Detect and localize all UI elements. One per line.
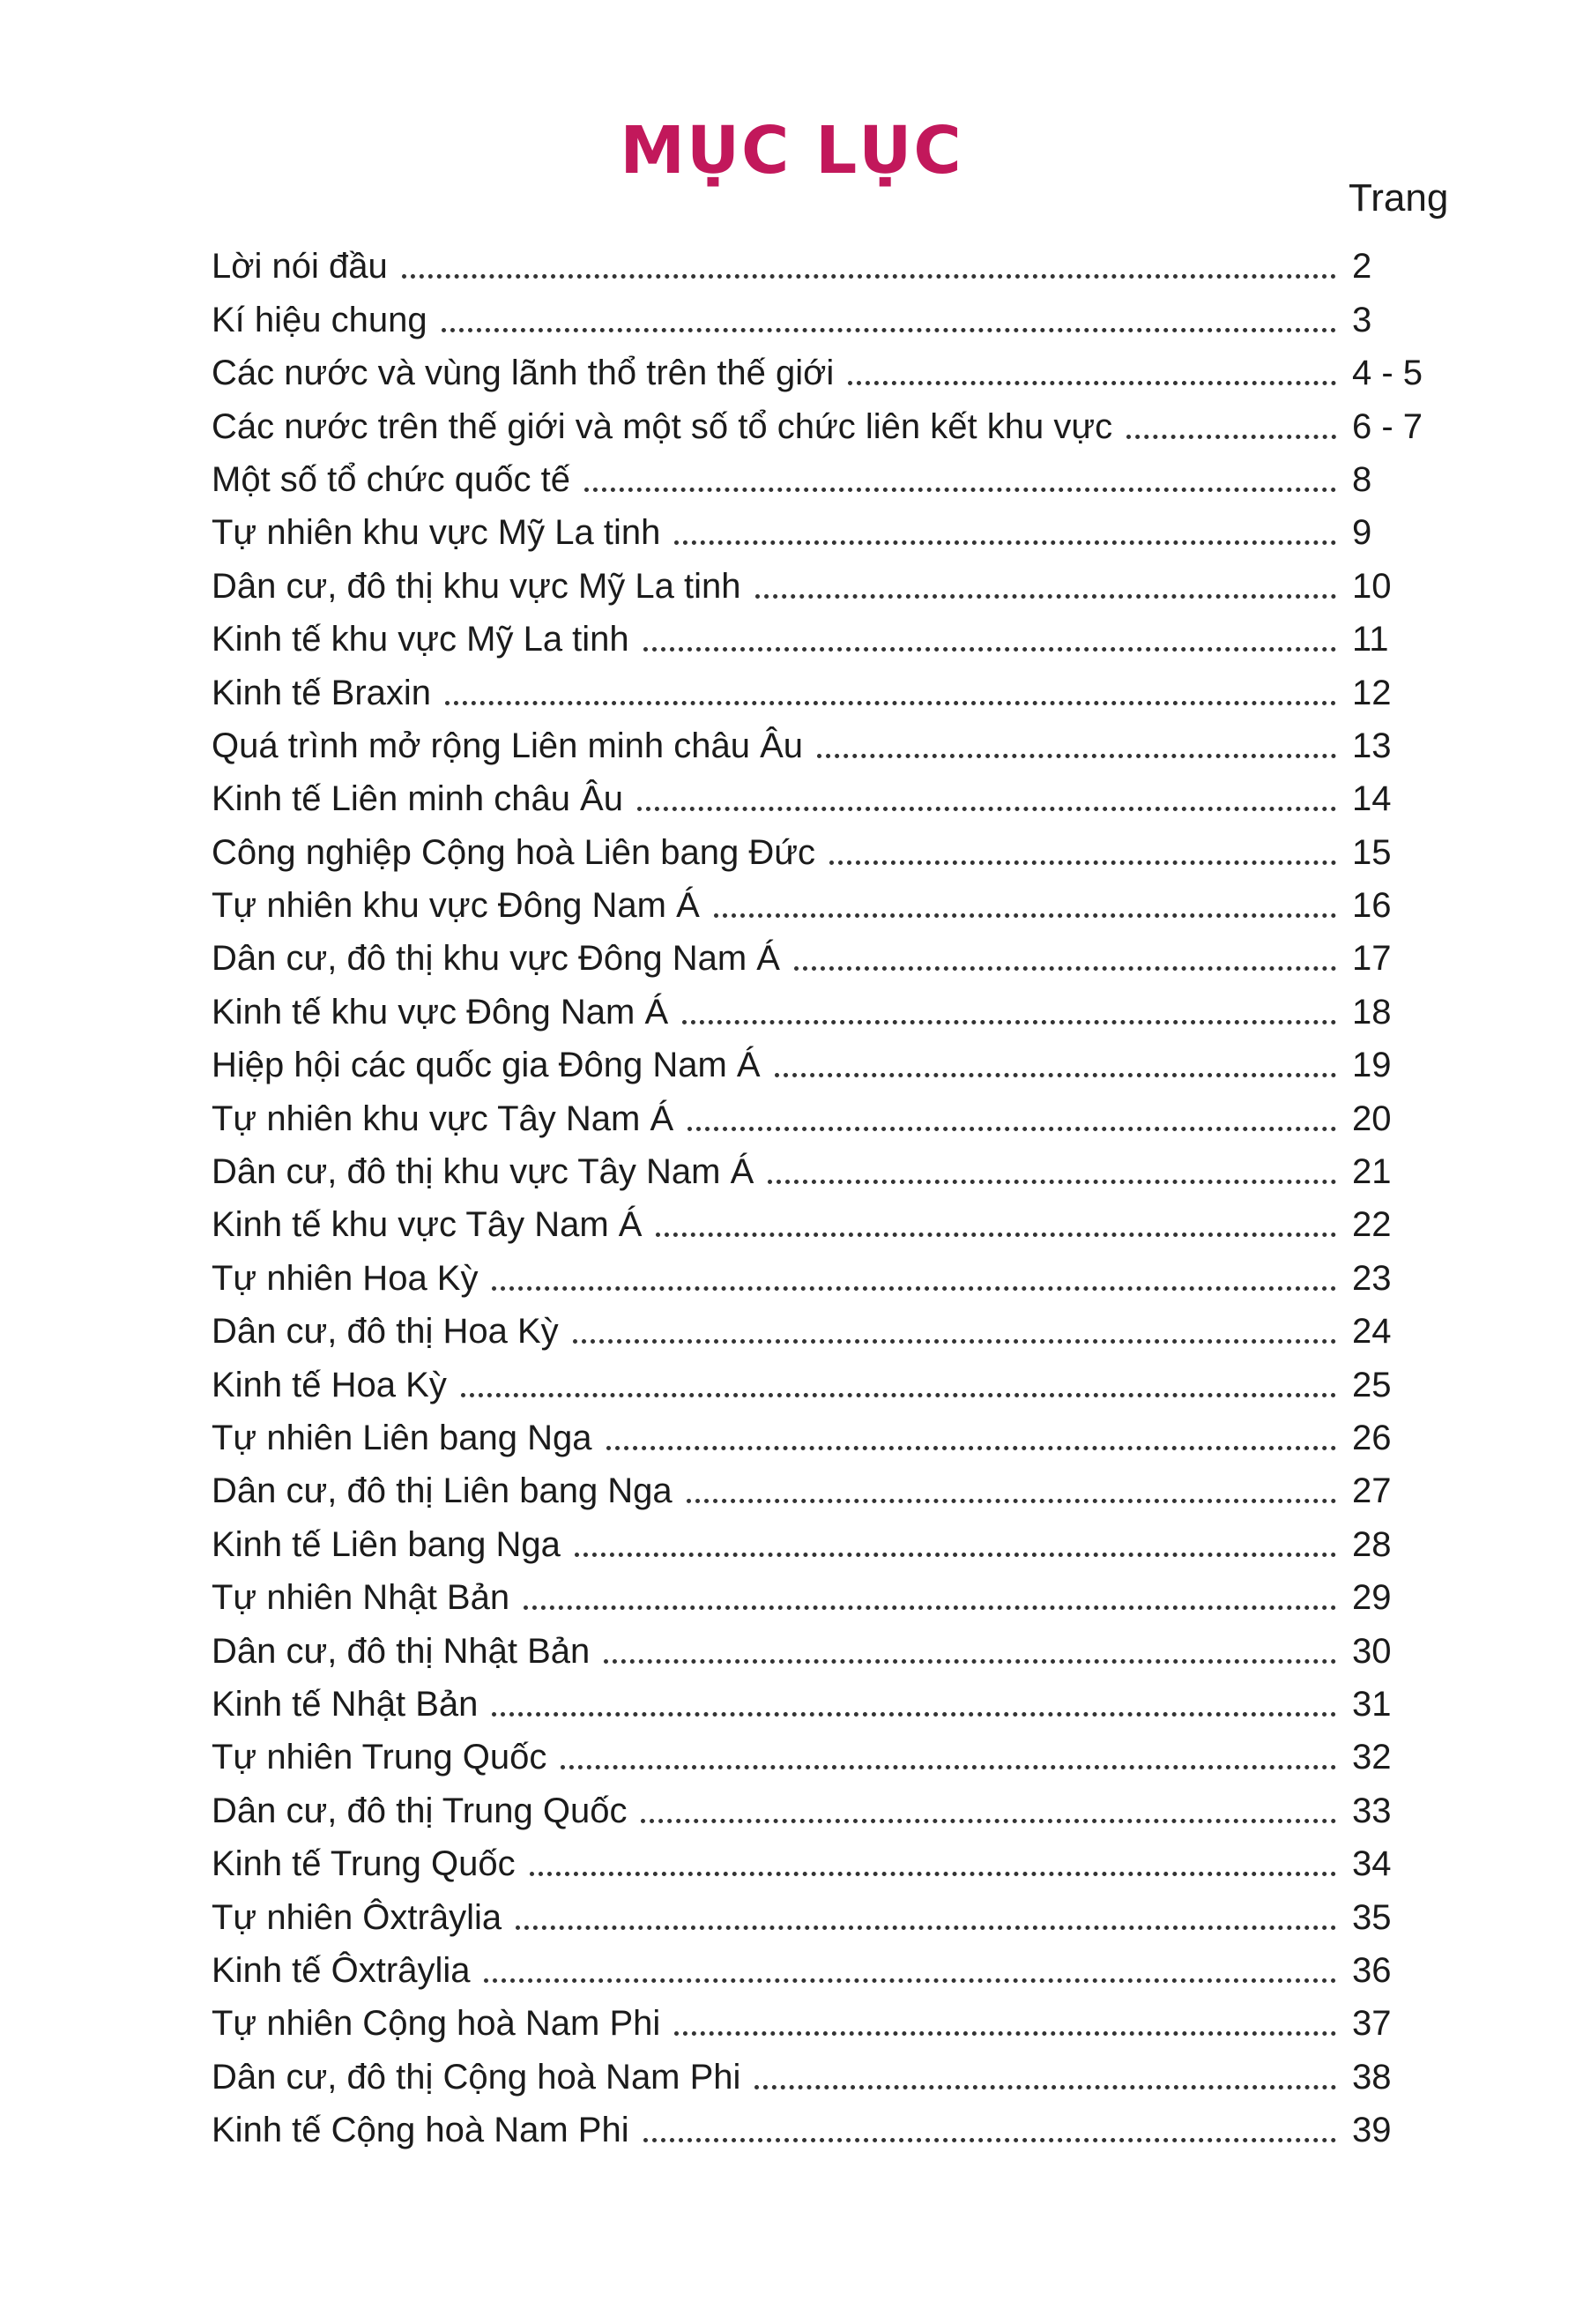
toc-dot-leader (530, 1872, 1336, 1876)
toc-dot-leader (484, 1978, 1336, 1983)
toc-dot-leader (492, 1286, 1336, 1291)
page-title: MỤC LỤC (620, 113, 963, 189)
toc-dot-leader (687, 1127, 1336, 1131)
toc-entry[interactable] (212, 1349, 1437, 1402)
toc-entry[interactable] (212, 657, 1437, 710)
toc-entry-page: 38 (1352, 2057, 1392, 2097)
toc-entry[interactable] (212, 2041, 1437, 2097)
toc-entry-page: 27 (1352, 1471, 1392, 1511)
toc-entry-title: Kí hiệu chung (212, 300, 427, 339)
toc-dot-leader (584, 488, 1336, 492)
toc-dot-leader (492, 1712, 1336, 1717)
toc-dot-leader (768, 1180, 1336, 1184)
toc-entry-page: 23 (1352, 1258, 1392, 1298)
toc-entry[interactable] (212, 816, 1437, 872)
toc-entry-title: Tự nhiên khu vực Mỹ La tinh (212, 513, 661, 553)
toc-entry[interactable] (212, 1242, 1437, 1298)
toc-entry[interactable] (212, 923, 1437, 979)
toc-entry-page: 17 (1352, 939, 1392, 979)
toc-entry-page: 37 (1352, 2004, 1392, 2044)
toc-entry-page: 32 (1352, 1738, 1392, 1777)
toc-entry-page: 14 (1352, 779, 1392, 819)
toc-entry-title: Hiệp hội các quốc gia Đông Nam Á (212, 1046, 761, 1085)
toc-dot-leader (1126, 435, 1336, 439)
toc-entry-title: Các nước trên thế giới và một số tổ chức liên kết khu vực (212, 406, 1113, 446)
toc-entry-page: 8 (1352, 459, 1372, 499)
toc-dot-leader (575, 1553, 1336, 1557)
toc-entry[interactable] (212, 1669, 1437, 1722)
toc-entry-page: 19 (1352, 1046, 1392, 1085)
toc-entry[interactable] (212, 1456, 1437, 1511)
toc-entry-title: Tự nhiên Trung Quốc (212, 1738, 547, 1777)
toc-entry-page: 35 (1352, 1897, 1392, 1937)
toc-entry-page: 25 (1352, 1365, 1392, 1404)
toc-entry[interactable] (212, 338, 1437, 391)
toc-entry-title: Kinh tế Nhật Bản (212, 1684, 479, 1724)
toc-entry-page: 31 (1352, 1684, 1392, 1724)
toc-dot-leader (754, 2085, 1336, 2089)
toc-entry-title: Dân cư, đô thị Trung Quốc (212, 1791, 628, 1830)
toc-entry-title: Dân cư, đô thị khu vực Mỹ La tinh (212, 566, 741, 606)
toc-entry-title: Dân cư, đô thị khu vực Tây Nam Á (212, 1152, 754, 1192)
toc-entry-title: Quá trình mở rộng Liên minh châu Âu (212, 726, 804, 765)
toc-entry-page: 34 (1352, 1844, 1392, 1884)
toc-entry-title: Tự nhiên Cộng hoà Nam Phi (212, 2004, 661, 2044)
toc-entry-page: 39 (1352, 2111, 1392, 2150)
toc-dot-leader (461, 1393, 1336, 1397)
toc-entry[interactable] (212, 1403, 1437, 1456)
toc-entry-page: 21 (1352, 1152, 1392, 1192)
toc-dot-leader (682, 1020, 1336, 1024)
toc-entry-page: 3 (1352, 300, 1372, 339)
toc-entry[interactable] (212, 763, 1437, 819)
toc-entry-title: Lời nói đầu (212, 247, 388, 287)
toc-entry[interactable] (212, 1083, 1437, 1136)
toc-entry-title: Kinh tế Liên bang Nga (212, 1524, 561, 1564)
toc-dot-leader (674, 2031, 1336, 2036)
toc-entry-title: Kinh tế khu vực Đông Nam Á (212, 992, 669, 1032)
toc-dot-leader (656, 1233, 1336, 1237)
toc-entry-title: Dân cư, đô thị Hoa Kỳ (212, 1312, 559, 1352)
toc-entry[interactable] (212, 604, 1437, 657)
toc-dot-leader (604, 1659, 1336, 1664)
toc-entry-title: Tự nhiên Hoa Kỳ (212, 1258, 479, 1298)
toc-entry[interactable] (212, 391, 1437, 446)
toc-entry[interactable] (212, 1988, 1437, 2044)
toc-dot-leader (817, 754, 1336, 758)
toc-entry[interactable] (212, 284, 1437, 337)
toc-entry-page: 18 (1352, 992, 1392, 1032)
toc-entry[interactable] (212, 1296, 1437, 1352)
toc-entry-title: Kinh tế khu vực Mỹ La tinh (212, 620, 629, 659)
toc-dot-leader (714, 913, 1336, 918)
toc-entry-page: 29 (1352, 1578, 1392, 1618)
toc-entry-title: Kinh tế Cộng hoà Nam Phi (212, 2111, 629, 2150)
toc-entry-page: 4 - 5 (1352, 354, 1423, 393)
toc-entry-page: 15 (1352, 832, 1392, 872)
toc-dot-leader (794, 966, 1336, 971)
toc-entry[interactable] (212, 976, 1437, 1032)
toc-dot-leader (524, 1605, 1336, 1610)
toc-dot-leader (445, 701, 1336, 705)
page-column-label: Trang (1349, 176, 1449, 220)
toc-dot-leader (643, 2138, 1336, 2142)
toc-entry-title: Kinh tế Ôxtrâylia (212, 1950, 471, 1990)
toc-entry-title: Kinh tế Trung Quốc (212, 1844, 516, 1884)
toc-entry-title: Tự nhiên Liên bang Nga (212, 1418, 592, 1457)
toc-dot-leader (643, 647, 1336, 652)
toc-dot-leader (775, 1073, 1336, 1077)
toc-entry[interactable] (212, 1881, 1437, 1937)
toc-entry[interactable] (212, 1775, 1437, 1828)
toc-entry[interactable] (212, 1508, 1437, 1564)
toc-entry[interactable] (212, 1189, 1437, 1245)
toc-dot-leader (442, 328, 1336, 332)
toc-dot-leader (641, 1819, 1336, 1823)
toc-entry[interactable] (212, 2095, 1437, 2148)
toc-entry[interactable] (212, 1562, 1437, 1618)
toc-dot-leader (829, 860, 1336, 865)
toc-entry[interactable] (212, 1722, 1437, 1775)
toc-entry-title: Dân cư, đô thị khu vực Đông Nam Á (212, 939, 780, 979)
toc-dot-leader (606, 1446, 1336, 1450)
toc-dot-leader (516, 1925, 1336, 1930)
toc-entry-page: 28 (1352, 1524, 1392, 1564)
toc-entry-page: 30 (1352, 1631, 1392, 1671)
toc-dot-leader (755, 594, 1337, 599)
toc-entry-title: Các nước và vùng lãnh thổ trên thế giới (212, 354, 835, 393)
toc-entry-page: 16 (1352, 886, 1392, 926)
toc-entry[interactable] (212, 1136, 1437, 1192)
toc-dot-leader (637, 807, 1336, 811)
toc-entry[interactable] (212, 1935, 1437, 1988)
toc-dot-leader (573, 1339, 1336, 1344)
toc-entry-title: Tự nhiên Nhật Bản (212, 1578, 510, 1618)
toc-entry-title: Dân cư, đô thị Liên bang Nga (212, 1471, 673, 1511)
toc-entry-title: Dân cư, đô thị Cộng hoà Nam Phi (212, 2057, 741, 2097)
toc-entry[interactable] (212, 1615, 1437, 1671)
toc-entry-title: Tự nhiên khu vực Tây Nam Á (212, 1099, 674, 1138)
toc-entry-title: Kinh tế Braxin (212, 673, 432, 712)
toc-entry-title: Kinh tế khu vực Tây Nam Á (212, 1205, 643, 1245)
toc-entry-page: 6 - 7 (1352, 406, 1423, 446)
toc-entry-page: 22 (1352, 1205, 1392, 1245)
toc-entry[interactable] (212, 497, 1437, 553)
toc-entry-title: Công nghiệp Cộng hoà Liên bang Đức (212, 832, 816, 872)
toc-dot-leader (402, 274, 1336, 279)
toc-entry-title: Kinh tế Hoa Kỳ (212, 1365, 447, 1404)
toc-dot-leader (848, 381, 1336, 385)
toc-entry-page: 9 (1352, 513, 1372, 553)
toc-entry-title: Tự nhiên khu vực Đông Nam Á (212, 886, 700, 926)
toc-entry-page: 20 (1352, 1099, 1392, 1138)
toc-entry[interactable] (212, 1829, 1437, 1884)
toc-entry[interactable] (212, 550, 1437, 606)
toc-dot-leader (687, 1499, 1336, 1503)
toc-entry[interactable] (212, 870, 1437, 926)
toc-entry-title: Kinh tế Liên minh châu Âu (212, 779, 623, 819)
toc-dot-leader (561, 1765, 1336, 1769)
toc-entry-page: 36 (1352, 1950, 1392, 1990)
toc-entry-title: Tự nhiên Ôxtrâylia (212, 1897, 502, 1937)
toc-entry[interactable] (212, 1030, 1437, 1083)
toc-dot-leader (674, 540, 1336, 545)
toc-entry[interactable] (212, 711, 1437, 763)
toc-entry-page: 33 (1352, 1791, 1392, 1830)
toc-entry-page: 13 (1352, 726, 1392, 765)
toc-entry-title: Dân cư, đô thị Nhật Bản (212, 1631, 591, 1671)
toc-entry[interactable] (212, 444, 1437, 497)
table-of-contents (212, 231, 1437, 2148)
toc-entry-page: 11 (1352, 620, 1389, 659)
toc-entry-page: 10 (1352, 566, 1392, 606)
toc-entry-title: Một số tổ chức quốc tế (212, 459, 570, 499)
toc-entry-page: 26 (1352, 1418, 1392, 1457)
toc-entry[interactable] (212, 231, 1437, 287)
toc-entry-page: 12 (1352, 673, 1392, 712)
toc-entry-page: 24 (1352, 1312, 1392, 1352)
toc-entry-page: 2 (1352, 247, 1372, 287)
